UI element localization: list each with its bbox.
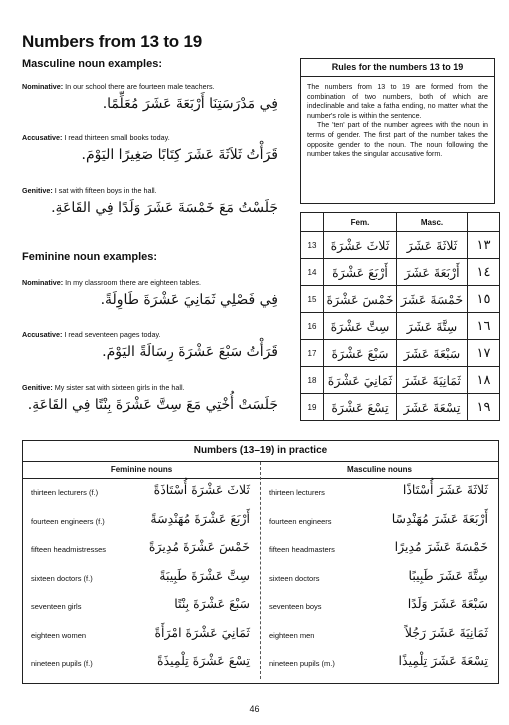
example-arabic: قَرَأْتُ ثَلاَثَةَ عَشَرَ كِتَابًا صَغِيرًا اليَوْمَ.: [81, 147, 278, 163]
number-masc: تِسْعَةَ عَشَرَ: [397, 394, 468, 421]
practice-row: [261, 479, 498, 508]
practice-row: [261, 622, 498, 651]
feminine-heading: Feminine noun examples:: [22, 251, 158, 263]
feminine-column: [23, 462, 260, 679]
case-label: Genitive:: [22, 383, 53, 392]
case-label: Nominative:: [22, 82, 64, 91]
practice-box: [22, 440, 499, 684]
page-title: Numbers from 13 to 19: [22, 32, 203, 51]
practice-english: seventeen boys: [269, 602, 322, 611]
example-english: In our school there are fourteen male teachers.: [63, 82, 215, 91]
number-row: [301, 286, 500, 313]
number-digit: 17: [301, 340, 324, 367]
practice-row: [261, 565, 498, 594]
practice-row: [261, 650, 498, 679]
practice-english: sixteen doctors: [269, 573, 320, 583]
masculine-example-accusative: [22, 133, 296, 163]
rules-title: Rules for the numbers 13 to 19: [301, 59, 494, 77]
number-digit: 16: [301, 313, 324, 340]
case-label: Nominative:: [22, 278, 64, 287]
practice-english: eighteen women: [31, 630, 87, 640]
number-digit: 13: [301, 232, 324, 259]
number-masc: ثَمَانِيَةَ عَشَرَ: [397, 367, 468, 394]
example-english: My sister sat with sixteen girls in the hall.: [52, 383, 185, 392]
number-arabic-numeral: ١٨: [468, 367, 500, 394]
practice-row: [23, 479, 260, 508]
number-digit: 19: [301, 394, 324, 421]
example-arabic: قَرَأْتُ سَبْعَ عَشْرَةَ رِسَالَةً اليَوْمَ.: [102, 344, 278, 360]
practice-row: [23, 508, 260, 537]
example-arabic: فِي فَصْلِي ثَمَانِيَ عَشْرَةَ طَاوِلَةً.: [100, 292, 278, 308]
number-row: [301, 259, 500, 286]
practice-english: thirteen lecturers: [269, 488, 325, 497]
practice-arabic: ثَمَانِيَةَ عَشَرَ رَجُلاً: [404, 624, 488, 640]
page-number: 46: [249, 704, 260, 714]
practice-row: [23, 536, 260, 565]
practice-english: fourteen engineers: [269, 516, 332, 526]
masculine-example-nominative: [22, 82, 296, 112]
masc-header: Masc.: [397, 213, 468, 232]
number-fem: أَرْبَعَ عَشْرَةَ: [324, 259, 397, 286]
practice-english: nineteen pupils (f.): [31, 659, 93, 668]
example-arabic: جَلَسَتْ أُخْتِي مَعَ سِتَّ عَشْرَةَ بِنْتًا فِي القَاعَةِ.: [27, 397, 278, 413]
example-english: I sat with fifteen boys in the hall.: [52, 186, 157, 195]
practice-arabic: خَمْسَ عَشْرَةَ مُدِيرَةً: [148, 539, 250, 554]
number-table: [300, 212, 500, 421]
number-masc: سَبْعَةَ عَشَرَ: [397, 340, 468, 367]
rules-body: [301, 77, 494, 160]
number-arabic-numeral: ١٩: [468, 394, 500, 421]
practice-arabic: سِتَّةَ عَشَرَ طَبِيبًا: [408, 567, 488, 583]
practice-row: [23, 622, 260, 651]
number-arabic-numeral: ١٤: [468, 259, 500, 286]
practice-title: Numbers (13–19) in practice: [23, 441, 498, 462]
practice-arabic: أَرْبَعَةَ عَشَرَ مُهَنْدِسًا: [391, 510, 488, 526]
practice-row: [261, 536, 498, 565]
practice-row: [23, 650, 260, 679]
practice-english: fifteen headmasters: [269, 545, 335, 554]
feminine-column-header: Feminine nouns: [23, 462, 260, 479]
number-fem: تِسْعَ عَشْرَةَ: [324, 394, 397, 421]
practice-arabic: ثَلاثَ عَشْرَةَ أُسْتَاذَةً: [153, 482, 250, 497]
number-fem: سَبْعَ عَشْرَةَ: [324, 340, 397, 367]
case-label: Genitive:: [22, 186, 53, 195]
case-label: Accusative:: [22, 330, 63, 339]
practice-english: sixteen doctors (f.): [31, 573, 93, 583]
practice-arabic: سَبْعَ عَشْرَةَ بِنْتًا: [174, 596, 250, 611]
number-arabic-numeral: ١٥: [468, 286, 500, 313]
fem-header: Fem.: [324, 213, 397, 232]
example-english: In my classroom there are eighteen tables.: [63, 278, 201, 287]
masculine-example-genitive: [22, 186, 296, 216]
number-masc: سِتَّةَ عَشَرَ: [397, 313, 468, 340]
number-table-header: [301, 213, 500, 232]
rules-box: [300, 58, 495, 204]
number-masc: أَرْبَعَةَ عَشَرَ: [397, 259, 468, 286]
number-row: [301, 394, 500, 421]
masculine-column-header: Masculine nouns: [261, 462, 498, 479]
feminine-example-genitive: [22, 383, 296, 413]
feminine-example-nominative: [22, 278, 296, 308]
practice-arabic: أَرْبَعَ عَشْرَةَ مُهَنْدِسَةً: [150, 510, 250, 526]
practice-arabic: تِسْعَةَ عَشَرَ تِلْمِيذًا: [398, 653, 488, 668]
rules-paragraph: The 'ten' part of the number agrees with the noun in terms of gender. The first part of the number takes the opposite gender to the noun. The noun following the number takes the singular accusative form.: [307, 121, 488, 159]
practice-arabic: سِتَّ عَشْرَةَ طَبِيبَةً: [159, 567, 250, 583]
number-arabic-numeral: ١٦: [468, 313, 500, 340]
masculine-heading: Masculine noun examples:: [22, 58, 162, 70]
number-row: [301, 232, 500, 259]
practice-arabic: ثَمَانِيَ عَشْرَةَ امْرَأَةً: [154, 624, 250, 640]
number-digit: 18: [301, 367, 324, 394]
feminine-example-accusative: [22, 330, 296, 360]
number-arabic-numeral: ١٧: [468, 340, 500, 367]
practice-arabic: ثَلاثَةَ عَشَرَ أُسْتَاذًا: [402, 482, 488, 497]
practice-row: [23, 593, 260, 622]
number-fem: خَمْسَ عَشْرَةَ: [324, 286, 397, 313]
number-row: [301, 340, 500, 367]
number-fem: سِتَّ عَشْرَةَ: [324, 313, 397, 340]
example-english: I read thirteen small books today.: [62, 133, 170, 142]
practice-english: fifteen headmistresses: [31, 545, 107, 554]
practice-english: seventeen girls: [31, 602, 82, 611]
practice-row: [261, 508, 498, 537]
practice-row: [261, 593, 498, 622]
example-arabic: جَلَسْتُ مَعَ خَمْسَةَ عَشَرَ وَلَدًا فِي القَاعَةِ.: [51, 200, 278, 216]
example-arabic: فِي مَدْرَسَتِنَا أَرْبَعَةَ عَشَرَ مُعَلِّمًا.: [102, 96, 278, 112]
number-masc: خَمْسَةَ عَشَرَ: [397, 286, 468, 313]
practice-arabic: سَبْعَةَ عَشَرَ وَلَدًا: [407, 596, 488, 611]
practice-english: fourteen engineers (f.): [31, 516, 105, 526]
practice-english: thirteen lecturers (f.): [31, 488, 99, 497]
practice-row: [23, 565, 260, 594]
number-arabic-numeral: ١٣: [468, 232, 500, 259]
number-digit: 14: [301, 259, 324, 286]
number-digit: 15: [301, 286, 324, 313]
practice-english: nineteen pupils (m.): [269, 659, 335, 668]
practice-english: eighteen men: [269, 630, 315, 640]
number-masc: ثَلاثَةَ عَشَرَ: [397, 232, 468, 259]
practice-arabic: تِسْعَ عَشْرَةَ تِلْمِيذَةً: [156, 653, 250, 668]
number-row: [301, 367, 500, 394]
rules-paragraph: The numbers from 13 to 19 are formed from the combination of two numbers, both of which are indeclinable and take a fatha ending, no matter what the number's role is within the sentence.: [307, 83, 488, 120]
case-label: Accusative:: [22, 133, 63, 142]
example-english: I read seventeen pages today.: [62, 330, 161, 339]
masculine-column: [261, 462, 498, 679]
number-fem: ثَمَانِيَ عَشْرَةَ: [324, 367, 397, 394]
number-fem: ثَلاثَ عَشْرَةَ: [324, 232, 397, 259]
practice-arabic: خَمْسَةَ عَشَرَ مُدِيرًا: [394, 539, 488, 554]
number-row: [301, 313, 500, 340]
